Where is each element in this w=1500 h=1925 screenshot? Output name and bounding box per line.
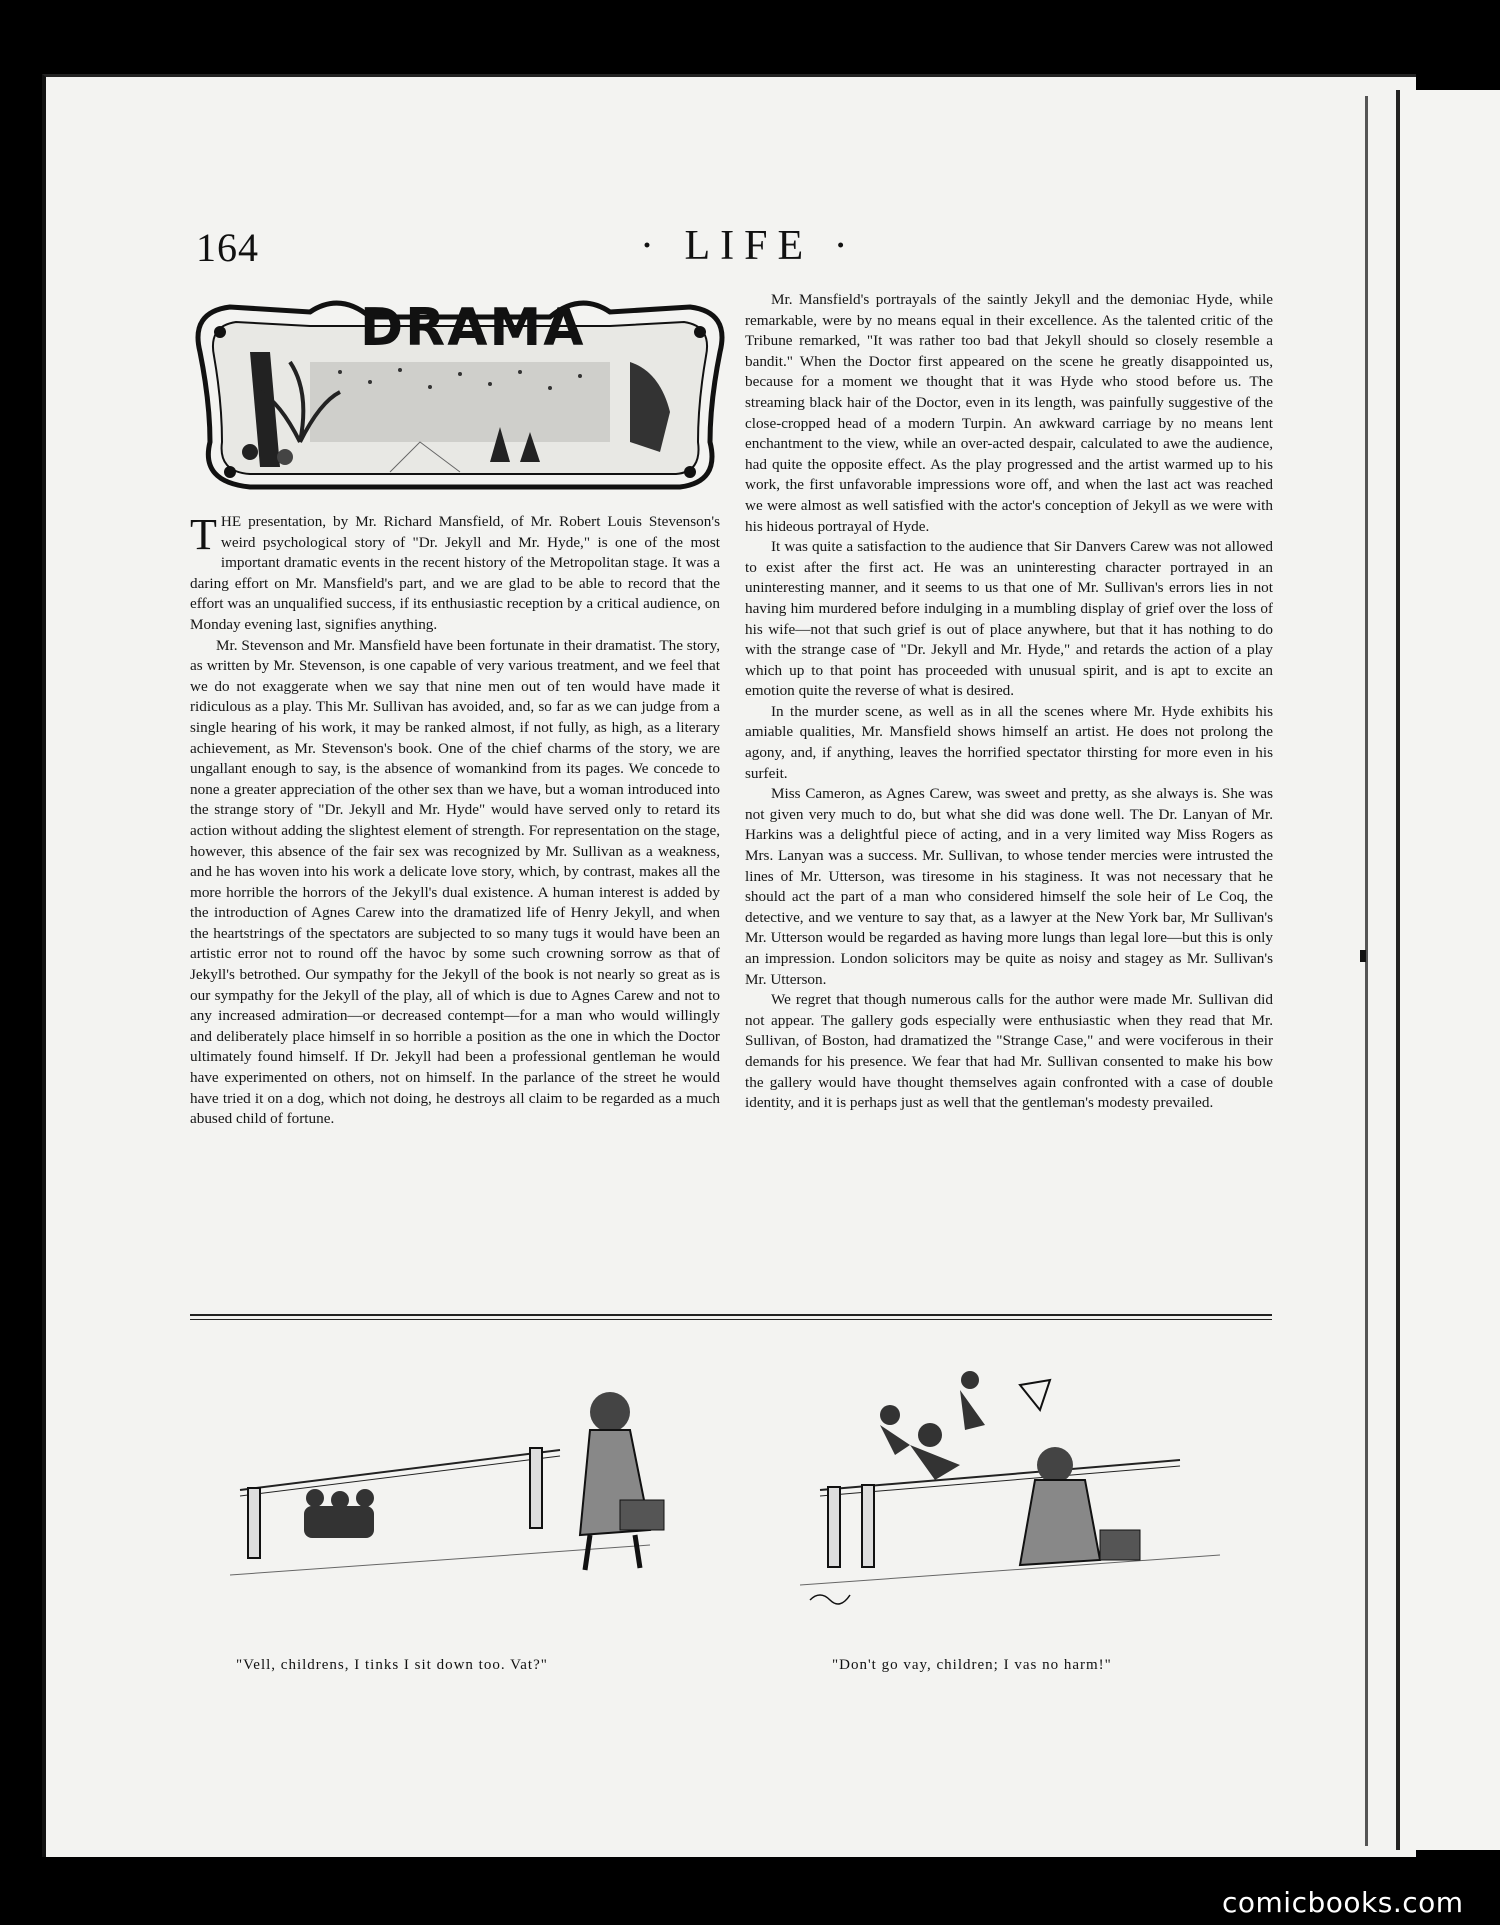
cartoon-caption-left: "Vell, childrens, I tinks I sit down too. Vat?" [236,1657,548,1673]
cartoon-caption-right: "Don't go vay, children; I vas no harm!" [832,1657,1112,1673]
drama-banner-title: DRAMA [360,298,586,358]
article-paragraph: We regret that though numerous calls for the author were made Mr. Sullivan did not appear. The gallery gods especially were enthusiastic when they read that Mr. Sullivan, of Boston, had dramatized the "Strange Case," and were vociferous in their demands for his presence. We fear that had Mr. Sullivan consented to make his bow the gallery would have thought themselves again confronted with a case of double identity, and it is perhaps just as well that the gentleman's modesty prevailed. [745,991,1273,1112]
section-divider [190,1314,1272,1316]
cartoon-illustration-right [800,1355,1270,1625]
page-fold-shadow [1365,96,1368,1846]
article-right-column [745,290,1273,1114]
cartoon-illustration-left [230,1370,700,1620]
article-paragraph: Mr. Stevenson and Mr. Mansfield have been fortunate in their dramatist. The story, as written by Mr. Stevenson, is one capable of very various treatment, and we feel that we do not exaggerate when we say that nine men out of ten would have made it ridiculous as a play. This Mr. Sullivan has avoided, and, so far as we can judge from a single hearing of his work, it may be ranked almost, if not fully, as high, as a literary achievement, as Mr. Stevenson's book. One of the chief charms of the story, we are ungallant enough to say, is the absence of womankind from its pages. We concede to none a greater appreciation of the other sex than we have, but a woman introduced into the strange story of "Dr. Jekyll and Mr. Hyde" would have served only to retard its action without adding the slightest element of strength. For representation on the stage, however, this absence of the fair sex was recognized by Mr. Sullivan as a weakness, and he has woven into his work a delicate love story, which, by contrast, makes all the more horrible the horrors of the Jekyll's dual existence. A human interest is added by the introduction of Agnes Carew into the dramatized life of Henry Jekyll, and when the heartstrings of the spectators are subjected to so many tugs it would have been an artistic error not to round off the havoc by some such crowning sorrow as that of Jekyll's betrothed. Our sympathy for the Jekyll of the book is not nearly so great as is our sympathy for the Jekyll of the play, all of which is due to Agnes Carew and not to any increased admiration—or decreased contempt—for a man who would willingly and deliberately place himself in so horrible a position as the one in which the Doctor ultimately found himself. If Dr. Jekyll had been a professional gentleman he would have experimented on others, not on himself. In the parlance of the street he would have tried it on a dog, which not doing, he destroys all claim to be regarded as a much abused child of fortune. [190,636,720,1128]
article-paragraph: In the murder scene, as well as in all the scenes where Mr. Hyde exhibits his amiable qualities, Mr. Mansfield shows himself an artist. He does not prolong the agony, and, if anything, leaves the horrified spectator thirsting for more even in his surfeit. [745,702,1273,782]
section-divider-thin [190,1319,1272,1320]
article-paragraph [190,512,720,636]
article-left-column [190,512,720,1130]
site-watermark: comicbooks.com [1222,1886,1464,1919]
article-paragraph: It was quite a satisfaction to the audience that Sir Danvers Carew was not allowed to exist after the first act. He was an uninteresting character portrayed in an uninteresting manner, and it seems to us that one of Mr. Sullivan's errors lies in not having him murdered before indulging in a mumbling display of grief over the loss of his wife—not that such grief is out of place anywhere, but that it has nothing to do with the strange case of "Dr. Jekyll and Mr. Hyde," and retards the action of a play which up to that point has proceeded with unusual spirit, and is apt to excite an emotion quite the reverse of what is desired. [745,538,1273,700]
adjacent-page-edge [1396,90,1500,1850]
article-paragraph: Mr. Mansfield's portrayals of the saintly Jekyll and the demoniac Hyde, while remarkable, were by no means equal in their excellence. As the talented critic of the Tribune remarked, "It was rather too bad that Jekyll should so closely resemble a bandit." When the Doctor first appeared on the scene he greatly disappointed us, because for a moment we thought that it was Hyde who stood before us. The streaming black hair of the Doctor, even in its length, was painfully suggestive of the close-cropped head of a modern Turpin. An awkward carriage by no means lent enchantment to the view, while an over-acted despair, calculated to awe the audience, had quite the opposite effect. As the play progressed and the artist warmed up to his work, the first unfavorable impressions wore off, and when the last act was reached we were almost as well satisfied with the actor's conception of Jekyll as we were with his hideous portrayal of Hyde. [745,291,1273,535]
page-number: 164 [196,225,259,270]
drop-cap: T [190,510,217,559]
magazine-title: · LIFE · [640,223,858,269]
page-mark [1360,950,1366,962]
paragraph-text: HE presentation, by Mr. Richard Mansfield, of Mr. Robert Louis Stevenson's weird psychological story of "Dr. Jekyll and Mr. Hyde," is one of the most important dramatic events in the recent history of the Metropolitan stage. It was a daring effort on Mr. Mansfield's part, and we are glad to be able to record that the effort was an unqualified success, if its enthusiastic reception by a critical audience, on Monday evening last, signifies anything. [190,513,720,633]
article-paragraph: Miss Cameron, as Agnes Carew, was sweet and pretty, as she always is. She was not given very much to do, but what she did was done well. The Dr. Lanyan of Mr. Harkins was a delightful piece of acting, and in a very limited way Miss Rogers as Mrs. Lanyan was a success. Mr. Sullivan, to whose tender mercies were intrusted the lines of Mr. Utterson, was tiresome in his staginess. It was not necessary that he should act the part of a man who considered himself the sole heir of Le Coq, the detective, and we venture to say that, as a lawyer at the New York bar, Mr Sullivan's Mr. Utterson would be regarded as having more lungs than legal lore—but this is only an impression. London solicitors may be quite as noisy and stagey as Mr. Sullivan's Mr. Utterson. [745,785,1273,988]
